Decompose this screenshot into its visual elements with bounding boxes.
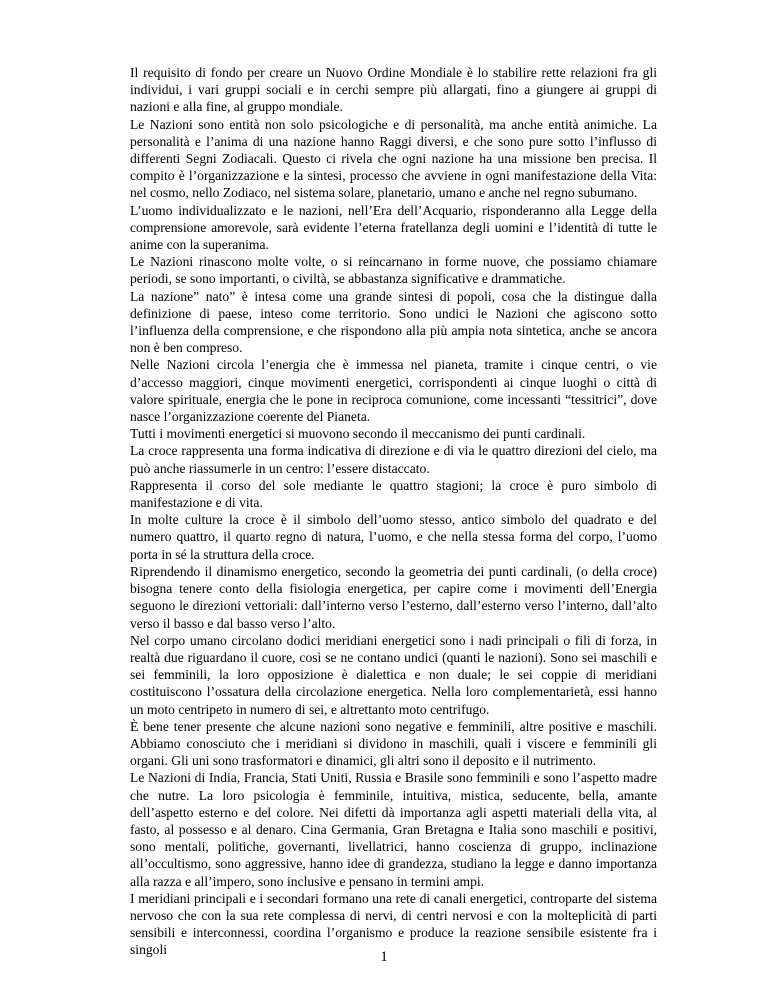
paragraph: È bene tener presente che alcune nazioni sono negative e femminili, altre positive e maschili. Abbiamo conosciuto che i meridiani si dividono in maschili, quali i viscere e femminili gli organi. Gli uni sono trasformatori e dinamici, gli altri sono il deposito e il nutrimento.	[130, 718, 657, 769]
paragraph: La nazione” nato” è intesa come una grande sintesi di popoli, cosa che la distingue dalla definizione di paese, inteso come territorio. Sono undici le Nazioni che agiscono sotto l’influenza della comprensione, e che rispondono alla più ampia nota sintetica, anche se ancora non è ben compreso.	[130, 288, 657, 356]
paragraph: Tutti i movimenti energetici si muovono secondo il meccanismo dei punti cardinali.	[130, 426, 586, 442]
paragraph: I meridiani principali e i secondari formano una rete di canali energetici, controparte del sistema nervoso che con la sua rete complessa di nervi, di centri nervosi e con la molteplicità di parti sensibili e interconnessi, coordina l’organismo e produce la reazione sensibile esistente fra i singoli	[130, 890, 657, 958]
page-number: 1	[380, 949, 388, 965]
paragraph: L’uomo individualizzato e le nazioni, nell’Era dell’Acquario, risponderanno alla Legge della comprensione amorevole, sarà evidente l’eterna fratellanza degli uomini e l’identità di tutte le anime con la superanima.	[130, 202, 657, 253]
paragraph: Il requisito di fondo per creare un Nuovo Ordine Mondiale è lo stabilire rette relazioni fra gli individui, i vari gruppi sociali e in cerchi sempre più allargati, fino a giungere ai gruppi di nazioni e alla fine, al gruppo mondiale.	[130, 65, 657, 115]
paragraph: Nelle Nazioni circola l’energia che è immessa nel pianeta, tramite i cinque centri, o vie d’accesso maggiori, cinque movimenti energetici, corrispondenti ai cinque luoghi o città di valore spirituale, energia che le pone in reciproca comunione, come incessanti “tessitrici”, dove nasce l’organizzazione coerente del Pianeta.	[130, 357, 657, 425]
paragraph: Nel corpo umano circolano dodici meridiani energetici sono i nadi principali o fili di forza, in realtà due riguardano il cuore, così se ne contano undici (quanti le nazioni). Sono sei maschili e sei femminili, la loro opposizione è dialettica e non duale; le sei coppie di meridiani costituiscono l’ossatura della circolazione energetica. Nella loro complementarietà, essi hanno un moto centripeto in numero di sei, e altrettanto moto centrifugo.	[130, 632, 657, 717]
paragraph: Le Nazioni di India, Francia, Stati Uniti, Russia e Brasile sono femminili e sono l’aspetto madre che nutre. La loro psicologia è femminile, intuitiva, mistica, seducente, bella, amante dell’aspetto esterno e del colore. Nei difetti dà importanza agli aspetti materiali della vita, al fasto, al possesso e al denaro. Cina Germania, Gran Bretagna e Italia sono maschili e positivi, sono mentali, politiche, governanti, livellatrici, hanno coscienza di gruppo, inclinazione all’occultismo, sono aggressive, hanno idee di grandezza, studiano la legge e danno importanza alla razza e all’impero, sono inclusive e pensano in termini ampi.	[130, 770, 657, 889]
paragraph: Le Nazioni sono entità non solo psicologiche e di personalità, ma anche entità animiche. La personalità e l’anima di una nazione hanno Raggi diversi, e che sono pure sotto l’influsso di differenti Segni Zodiacali. Questo ci rivela che ogni nazione ha una missione ben precisa. Il compito è l’organizzazione e la sintesi, processo che avviene in ogni manifestazione della Vita: nel cosmo, nello Zodiaco, nel sistema solare, planetario, umano e anche nel regno subumano.	[130, 116, 657, 201]
paragraph: Rappresenta il corso del sole mediante le quattro stagioni; la croce è puro simbolo di manifestazione e di vita.	[130, 477, 657, 511]
paragraph: Riprendendo il dinamismo energetico, secondo la geometria dei punti cardinali, (o della croce) bisogna tenere conto della fisiologia energetica, per capire come i movimenti dell’Energia seguono le direzioni vettoriali: dall’interno verso l’esterno, dall’esterno verso l’interno, dall’alto verso il basso e dal basso verso l’alto.	[130, 563, 657, 631]
body-text	[130, 64, 657, 959]
paragraph: In molte culture la croce è il simbolo dell’uomo stesso, antico simbolo del quadrato e del numero quattro, il quarto regno di natura, l’uomo, e che nella stessa forma del corpo, l’uomo porta in sé la struttura della croce.	[130, 512, 657, 562]
paragraph: La croce rappresenta una forma indicativa di direzione e di via le quattro direzioni del cielo, ma può anche riassumerle in un centro: l’essere distaccato.	[130, 443, 657, 476]
paragraph: Le Nazioni rinascono molte volte, o si reincarnano in forme nuove, che possiamo chiamare periodi, se sono importanti, o civiltà, se abbastanza significative e drammatiche.	[130, 254, 657, 287]
